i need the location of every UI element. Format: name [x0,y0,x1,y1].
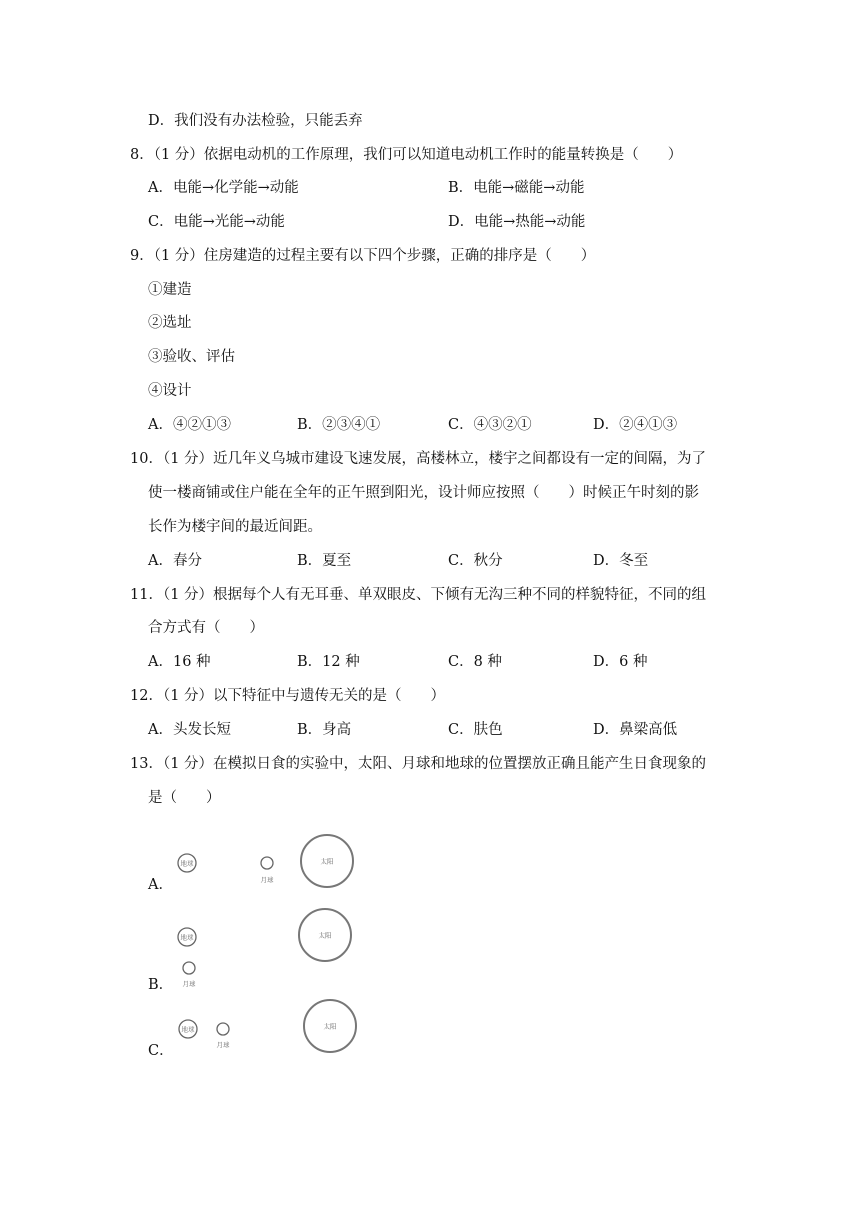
q13-option-b-figure[interactable] [170,902,370,998]
q11-option-b: B．12 种 [297,654,360,670]
moon-circle [261,857,273,869]
q13-stem-line1: 13．（1 分）在模拟日食的实验中，太阳、月球和地球的位置摆放正确且能产生日食现象的 [130,756,707,772]
q9-step-1: ①建造 [148,282,192,298]
earth-label: 地球 [180,933,194,942]
q12-option-b: B．身高 [297,722,352,738]
q8-stem: 8．（1 分）依据电动机的工作原理，我们可以知道电动机工作时的能量转换是（ ） [130,147,683,163]
q12-stem: 12．（1 分）以下特征中与遗传无关的是（ ） [130,688,446,704]
q12-option-d: D．鼻梁高低 [593,722,678,738]
q10-option-c: C．秋分 [448,553,503,569]
q9-step-2: ②选址 [148,315,192,331]
q13-option-c-label: C． [148,1043,174,1059]
sun-label: 太阳 [320,857,334,866]
q11-option-d: D．6 种 [593,654,648,670]
moon-label: 月球 [182,980,196,988]
q13-stem-line2: 是（ ） [148,790,221,806]
earth-label: 地球 [180,859,194,868]
q9-step-3: ③验收、评估 [148,349,235,365]
moon-circle [217,1023,229,1035]
q10-option-b: B．夏至 [297,553,352,569]
q8-option-b: B．电能→磁能→动能 [448,180,585,196]
q13-option-a-label: A． [148,877,173,893]
q10-stem-line3: 长作为楼宇间的最近间距。 [148,519,322,535]
q13-option-b-label: B． [148,977,174,993]
q8-option-a: A．电能→化学能→动能 [148,180,299,196]
q9-option-a: A．④②①③ [148,417,231,433]
q9-option-b: B．②③④① [297,417,381,433]
moon-label: 月球 [216,1041,230,1049]
q13-option-c-figure[interactable] [170,996,370,1060]
q8-option-c: C．电能→光能→动能 [148,214,285,230]
q9-step-4: ④设计 [148,383,192,399]
q10-stem-line1: 10．（1 分）近几年义乌城市建设飞速发展，高楼林立，楼宇之间都设有一定的间隔，为了 [130,451,707,467]
q10-option-d: D．冬至 [593,553,649,569]
q10-option-a: A．春分 [148,553,202,569]
q11-stem-line1: 11．（1 分）根据每个人有无耳垂、单双眼皮、下倾有无沟三种不同的样貌特征，不同的组 [130,587,707,603]
q9-option-c: C．④③②① [448,417,532,433]
q13-option-a-figure[interactable] [170,822,370,894]
q11-option-a: A．16 种 [148,654,211,670]
q12-option-a: A．头发长短 [148,722,231,738]
q11-option-c: C．8 种 [448,654,502,670]
moon-label: 月球 [260,876,274,884]
q10-stem-line2: 使一楼商铺或住户能在全年的正午照到阳光，设计师应按照（ ）时候正午时刻的影 [148,485,699,501]
q9-option-d: D．②④①③ [593,417,678,433]
q7-option-d: D．我们没有办法检验，只能丢弃 [148,113,363,129]
q12-option-c: C．肤色 [448,722,503,738]
q9-stem: 9．（1 分）住房建造的过程主要有以下四个步骤，正确的排序是（ ） [130,248,596,264]
sun-label: 太阳 [318,931,332,940]
sun-label: 太阳 [323,1022,337,1031]
q8-option-d: D．电能→热能→动能 [448,214,586,230]
moon-circle [183,962,195,974]
earth-label: 地球 [181,1025,195,1034]
q11-stem-line2: 合方式有（ ） [148,620,264,636]
